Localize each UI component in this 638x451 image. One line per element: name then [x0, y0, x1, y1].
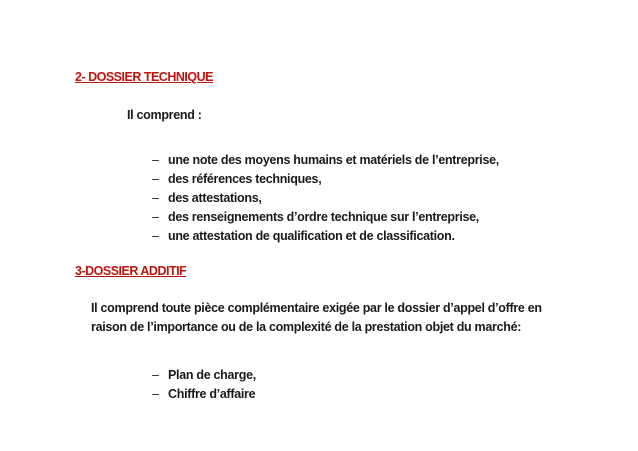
- section-heading-dossier-technique: 2- DOSSIER TECHNIQUE: [75, 70, 213, 84]
- additif-items-list: [152, 365, 256, 403]
- list-item: – des références techniques,: [152, 169, 499, 188]
- section-intro-text: Il comprend :: [127, 108, 202, 122]
- list-item: – des attestations,: [152, 188, 499, 207]
- technical-items-list: [152, 150, 499, 245]
- dash-bullet-icon: –: [152, 387, 159, 401]
- paragraph-line-2: raison de l’importance ou de la complexité de la prestation objet du marché:: [91, 320, 522, 334]
- paragraph-line-1: Il comprend toute pièce complémentaire exigée par le dossier d’appel d’offre en: [91, 301, 542, 315]
- list-item: – des renseignements d’ordre technique sur l’entreprise,: [152, 207, 499, 226]
- list-item: – Plan de charge,: [152, 365, 256, 384]
- list-item: – Chiffre d’affaire: [152, 384, 256, 403]
- dash-bullet-icon: –: [152, 172, 159, 186]
- dash-bullet-icon: –: [152, 191, 159, 205]
- section-heading-dossier-additif: 3-DOSSIER ADDITIF: [75, 264, 187, 278]
- list-item: – une note des moyens humains et matériels de l’entreprise,: [152, 150, 499, 169]
- dash-bullet-icon: –: [152, 210, 159, 224]
- list-item: – une attestation de qualification et de classification.: [152, 226, 499, 245]
- dash-bullet-icon: –: [152, 368, 159, 382]
- dash-bullet-icon: –: [152, 153, 159, 167]
- dash-bullet-icon: –: [152, 229, 159, 243]
